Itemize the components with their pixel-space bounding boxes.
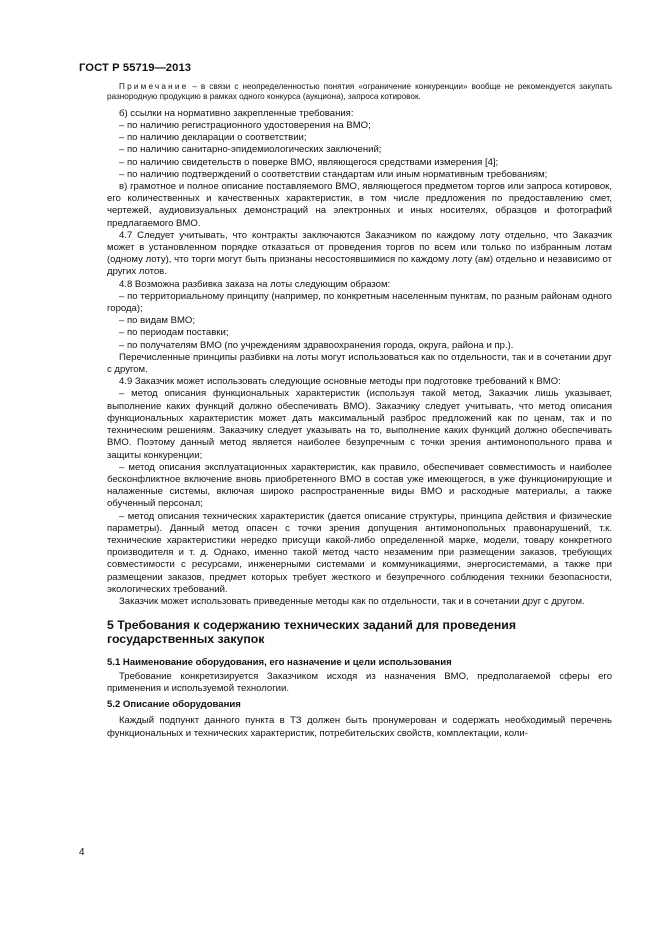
- section-5-1-text: Требование конкретизируется Заказчиком исходя из назначения ВМО, предполагаемой сферы его применения и используемой технологии.: [107, 670, 612, 694]
- list-intro-b: б) ссылки на нормативно закрепленные требования:: [119, 107, 354, 119]
- list-item: – по периодам поставки;: [119, 327, 229, 339]
- document-header: ГОСТ Р 55719—2013: [79, 62, 192, 74]
- paragraph: Заказчик может использовать приведенные методы как по отдельности, так и в сочетании друг с другом.: [119, 595, 585, 607]
- list-item: – по видам ВМО;: [119, 315, 195, 327]
- list-item: – по наличию декларации о соответствии;: [119, 132, 307, 144]
- paragraph-4-7: 4.7 Следует учитывать, что контракты заключаются Заказчиком по каждому лоту отдельно, что Заказчик может в установленном порядке отказаться от проведения торгов по всем или только по избранным лотам (одному лоту), что торги могут быть признаны несостоявшимися по каждому лоту (ам) отдельно и независимо от других лотов.: [107, 229, 612, 278]
- list-item: – по наличию свидетельств о поверке ВМО, являющегося средствами измерения [4];: [119, 156, 499, 168]
- list-item: – по получателям ВМО (по учреждениям здравоохранения города, округа, района и пр.).: [119, 339, 514, 351]
- list-item: – метод описания функциональных характеристик (используя такой метод, Заказчик лишь указывает, выполнение каких функций должно обеспечивать ВМО). Заказчику следует учитывать, что метод описания функциональных характеристик может дать максимальный разброс предложений как по ценам, так и по техническим решениям. Заказчику следует указывать на то, выполнение каких функций должно обеспечивать ВМО. Поэтому данный метод является наиболее безупречным с точки зрения антимонопольного права и защиты конкуренции;: [107, 388, 612, 461]
- list-item: – по наличию подтверждений о соответствии стандартам или иным нормативным требованиям;: [119, 168, 548, 180]
- section-5-2-text: Каждый подпункт данного пункта в ТЗ должен быть пронумерован и содержать необходимый перечень функциональных и технических характеристик, потребительских свойств, комплектации, коли-: [107, 715, 612, 739]
- page-number: 4: [79, 847, 85, 858]
- paragraph: Перечисленные принципы разбивки на лоты могут использоваться как по отдельности, так и в сочетании друг с другом.: [107, 351, 612, 376]
- list-item-v: в) грамотное и полное описание поставляемого ВМО, являющегося предметом торгов или запроса котировок, его количественных и качественных характеристик, в том числе предложения по предоставлению смет, чертежей, аудиовизуальных демонстраций на электронных и иных носителях, образцов и фотографий предлагаемого ВМО.: [107, 181, 612, 229]
- list-item: – по территориальному принципу (например, по конкретным населенным пунктам, по разным районам одного города);: [107, 290, 612, 315]
- paragraph-4-9: 4.9 Заказчик может использовать следующие основные методы при подготовке требований к ВМО:: [119, 376, 561, 388]
- note-text: – в связи с неопределенностью понятия «ограничение конкуренции» вообще не рекомендуется закупать разнородную продукцию в рамках одного конкурса (аукциона), запроса котировок.: [107, 82, 612, 102]
- note-paragraph: [107, 82, 612, 103]
- list-item: – метод описания эксплуатационных характеристик, как правило, обеспечивает совместимость и наиболее бесконфликтное включение вновь приобретенного ВМО в состав уже имеющегося, в уже функционирующие и налаженные системы, включая широко распространенные виды ВМО и расходные материалы, а также обученный персонал;: [107, 461, 612, 510]
- section-5-1-heading: 5.1 Наименование оборудования, его назначение и цели использования: [107, 656, 452, 668]
- list-item: – метод описания технических характеристик (дается описание структуры, принципа действия и физические параметры). Данный метод опасен с точки зрения допущения антимонопольных правонарушений, т.к. технические характеристики нередко присущи какой-либо определенной марке, модели, товару конкретного производителя и т. д. Однако, именно такой метод часто незаменим при размещении заказов, требующих совместимости с ресурсами, инженерными системами и коммуникациями, энергосистемами, а также при размещении заказов, предмет которых требует жесткого и безупречного соблюдения техники безопасности, экологических требований.: [107, 510, 612, 595]
- section-5-2-heading: 5.2 Описание оборудования: [107, 699, 241, 711]
- section-5-heading: 5 Требования к содержанию технических заданий для проведения государственных закупок: [107, 618, 517, 647]
- paragraph-4-8: 4.8 Возможна разбивка заказа на лоты следующим образом:: [119, 278, 391, 290]
- note-label: Примечание: [119, 82, 189, 91]
- document-body: [107, 82, 612, 740]
- list-item: – по наличию санитарно-эпидемиологических заключений;: [119, 144, 382, 156]
- list-item: – по наличию регистрационного удостоверения на ВМО;: [119, 120, 371, 132]
